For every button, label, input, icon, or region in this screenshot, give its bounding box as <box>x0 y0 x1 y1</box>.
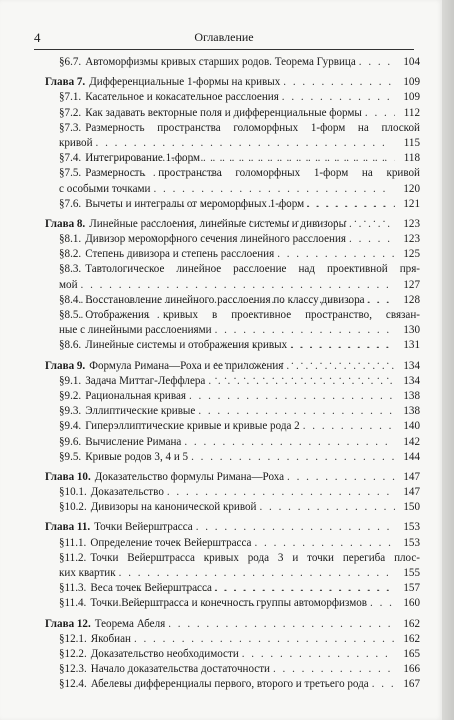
page-ref: 128 <box>403 293 420 306</box>
page-ref: 155 <box>403 567 420 579</box>
page-edge <box>442 0 454 720</box>
page-ref: 140 <box>403 420 420 433</box>
dot-leader <box>215 581 395 596</box>
section-number: §7.4. <box>59 152 82 165</box>
section-number: §11.4. <box>59 597 87 610</box>
dot-leader <box>167 485 395 500</box>
section-number: §10.2. <box>59 501 87 514</box>
toc-section <box>45 677 420 692</box>
chapter-number: Глава 12. <box>45 617 91 630</box>
section-title-line2: кривой <box>59 136 93 149</box>
section-title: Как задавать векторные поля и дифференциальные формы <box>85 106 362 119</box>
section-number: §9.5. <box>59 450 82 463</box>
toc-section <box>45 632 420 647</box>
dot-leader <box>303 419 395 434</box>
section-title-line1 <box>59 551 420 566</box>
section-number: §6.7. <box>59 56 82 68</box>
toc-section <box>45 581 420 596</box>
section-title: Тавтологическое линейное расслоение над проективной пря- <box>85 263 420 276</box>
section-title-line1 <box>59 121 420 136</box>
section-number: §10.1. <box>59 486 87 499</box>
section-number: §8.4. <box>59 293 82 306</box>
section-title: Вычисление Римана <box>85 435 182 448</box>
dot-leader <box>260 500 396 515</box>
toc-section <box>45 662 420 677</box>
toc-section <box>45 419 420 434</box>
page-ref: 131 <box>403 339 420 352</box>
page-ref: 123 <box>403 233 420 246</box>
section-title: Касательное и кокасательное расслоения <box>85 91 279 104</box>
page-ref: 138 <box>403 389 420 402</box>
section-title: Доказательство необходимости <box>90 647 239 660</box>
page-ref: 134 <box>403 359 420 372</box>
section-number: §12.4. <box>59 678 87 691</box>
section-title: Начало доказательства достаточности <box>90 663 270 676</box>
toc-section <box>45 151 420 166</box>
section-title: Кривые родов 3, 4 и 5 <box>85 450 189 463</box>
section-title: Интегрирование 1-форм <box>85 152 200 165</box>
page-title: Оглавление <box>194 30 254 44</box>
toc-section <box>45 500 420 515</box>
toc-chapter <box>45 359 420 374</box>
page-ref: 162 <box>403 617 420 630</box>
chapter-title: Дифференциальные 1-формы на кривых <box>89 76 281 89</box>
page-ref: 142 <box>403 435 420 448</box>
section-title: Автоморфизмы кривых старших родов. Теорема Гурвица <box>85 56 356 68</box>
toc-section <box>45 374 420 389</box>
section-number: §11.1. <box>59 536 87 549</box>
toc-section <box>45 121 420 151</box>
section-number: §7.1. <box>59 91 82 104</box>
toc-section <box>45 596 420 611</box>
toc-section <box>45 308 420 338</box>
toc-section <box>45 232 420 247</box>
dot-leader <box>134 632 395 647</box>
section-title: Гиперэллиптические кривые и кривые рода 2 <box>85 420 300 433</box>
chapter-number: Глава 8. <box>45 217 86 230</box>
toc-section <box>45 435 420 450</box>
toc-section <box>45 166 420 196</box>
toc-section <box>45 536 420 551</box>
toc-section <box>45 293 420 308</box>
dot-leader <box>282 90 395 105</box>
page-ref: 167 <box>403 678 420 691</box>
dot-leader <box>370 596 395 611</box>
dot-leader <box>196 520 395 535</box>
section-title: Якобиан <box>90 632 131 645</box>
dot-leader <box>372 677 395 692</box>
section-number: §8.3. <box>59 263 82 276</box>
chapter-title: Точки Вейерштрасса <box>94 521 193 534</box>
page-number: 4 <box>34 30 41 45</box>
dot-leader <box>307 197 395 212</box>
chapter-title: Формула Римана—Роха и ее приложения <box>89 359 284 372</box>
toc-section <box>45 450 420 465</box>
dot-leader <box>189 389 395 404</box>
section-title: Размерность пространства голоморфных 1-форм на кривой <box>85 167 420 180</box>
section-title: Отображения кривых в проективное пространство, связан- <box>85 309 420 321</box>
toc-section <box>45 389 420 404</box>
page-ref: 130 <box>403 324 420 337</box>
page-ref: 165 <box>403 647 420 660</box>
page-ref: 118 <box>403 152 420 165</box>
dot-leader <box>203 151 395 166</box>
page-ref: 109 <box>403 91 420 104</box>
section-number: §11.2. <box>59 551 87 564</box>
dot-leader <box>368 293 395 308</box>
dot-leader <box>198 404 395 419</box>
section-number: §8.1. <box>59 233 82 246</box>
toc-chapter <box>45 520 420 535</box>
dot-leader <box>277 247 395 262</box>
page-ref: 112 <box>403 106 420 119</box>
section-number: §7.5. <box>59 167 82 180</box>
dot-leader <box>208 374 395 389</box>
dot-leader <box>184 435 395 450</box>
page-ref: 138 <box>403 405 420 418</box>
dot-leader <box>349 232 395 247</box>
section-title: Дивизоры на канонической кривой <box>90 501 257 514</box>
page-ref: 162 <box>403 632 420 645</box>
page-ref: 104 <box>403 56 420 68</box>
section-title-line2: мой <box>59 278 78 291</box>
section-number: §9.3. <box>59 405 82 418</box>
dot-leader <box>349 217 395 232</box>
section-title: Задача Миттаг-Леффлера <box>85 374 206 387</box>
chapter-title: Доказательство формулы Римана—Роха <box>94 470 285 483</box>
chapter-title: Линейные расслоения, линейные системы и дивизоры <box>89 217 347 230</box>
table-of-contents <box>45 55 420 693</box>
chapter-number: Глава 9. <box>45 359 86 372</box>
section-title: Степень дивизора и степень расслоения <box>85 248 275 261</box>
toc-section <box>45 485 420 500</box>
section-title-line1 <box>59 166 420 181</box>
page-ref: 144 <box>403 450 420 463</box>
page-ref: 127 <box>403 278 420 291</box>
section-title: Рациональная кривая <box>85 389 186 402</box>
dot-leader <box>242 647 395 662</box>
section-title: Доказательство <box>90 486 164 499</box>
dot-leader <box>254 536 395 551</box>
section-number: §9.1. <box>59 374 82 387</box>
page-ref: 115 <box>403 136 420 149</box>
section-title: Дивизор мероморфного сечения линейного расслоения <box>85 233 347 246</box>
toc-section <box>45 90 420 105</box>
page-ref: 125 <box>403 248 420 261</box>
section-title: Линейные системы и отображения кривых <box>85 339 288 352</box>
toc-section <box>45 551 420 581</box>
toc-section <box>45 197 420 212</box>
running-header <box>34 30 414 46</box>
toc-section <box>45 262 420 292</box>
section-number: §7.3. <box>59 121 82 134</box>
section-title: Вычеты и интегралы от мероморфных 1-форм <box>85 197 305 210</box>
chapter-number: Глава 11. <box>45 521 91 534</box>
page-ref: 166 <box>403 663 420 676</box>
chapter-title: Теорема Абеля <box>94 617 166 630</box>
section-number: §7.2. <box>59 106 82 119</box>
toc-section <box>45 55 420 70</box>
section-title-line2: ких квартик <box>59 567 116 579</box>
section-title-line2: с особыми точками <box>59 182 151 195</box>
toc-section <box>45 106 420 121</box>
section-title: Точки Вейерштрасса кривых рода 3 и точки перегиба плос- <box>90 551 420 564</box>
section-number: §12.3. <box>59 663 87 676</box>
dot-leader <box>365 106 395 121</box>
chapter-number: Глава 7. <box>45 76 86 89</box>
dot-leader <box>191 450 395 465</box>
section-number: §9.4. <box>59 420 82 433</box>
section-title-line1 <box>59 262 420 277</box>
page-ref: 157 <box>403 582 420 595</box>
page-ref: 147 <box>403 470 420 483</box>
dot-leader <box>290 338 395 353</box>
section-number: §8.5. <box>59 309 82 321</box>
page-ref: 160 <box>403 597 420 610</box>
dot-leader <box>273 662 395 677</box>
section-title: Размерность пространства голоморфных 1-форм на плоской <box>85 121 420 134</box>
page-ref: 153 <box>403 521 420 534</box>
page-ref: 109 <box>403 76 420 89</box>
section-number: §11.3. <box>59 582 87 595</box>
section-number: §9.6. <box>59 435 82 448</box>
dot-leader <box>287 470 395 485</box>
toc-section <box>45 338 420 353</box>
section-title: Определение точек Вейерштрасса <box>90 536 252 549</box>
toc-chapter <box>45 470 420 485</box>
section-title: Абелевы дифференциалы первого, второго и третьего рода <box>90 678 369 691</box>
section-title: Веса точек Вейерштрасса <box>90 582 212 595</box>
dot-leader <box>286 359 395 374</box>
toc-chapter <box>45 217 420 232</box>
page-ref: 134 <box>403 374 420 387</box>
section-title: Эллиптические кривые <box>85 405 196 418</box>
section-title-line1 <box>59 308 420 323</box>
dot-leader <box>283 75 395 90</box>
dot-leader <box>168 617 395 632</box>
toc-section <box>45 247 420 262</box>
section-number: §9.2. <box>59 389 82 402</box>
page-ref: 153 <box>403 536 420 549</box>
toc-chapter <box>45 617 420 632</box>
section-number: §8.2. <box>59 248 82 261</box>
section-number: §12.2. <box>59 647 87 660</box>
dot-leader <box>359 55 395 70</box>
toc-section <box>45 404 420 419</box>
toc-chapter <box>45 75 420 90</box>
section-title: Точки Вейерштрасса и конечность группы автоморфизмов <box>90 597 368 610</box>
section-number: §7.6. <box>59 197 82 210</box>
page-ref: 123 <box>403 217 420 230</box>
page-ref: 147 <box>403 486 420 499</box>
page-ref: 150 <box>403 501 420 514</box>
section-title-line2: ные с линейными расслоениями <box>59 324 212 337</box>
header-rule <box>34 49 414 50</box>
section-number: §8.6. <box>59 339 82 352</box>
chapter-number: Глава 10. <box>45 470 91 483</box>
page-ref: 120 <box>403 182 420 195</box>
section-number: §12.1. <box>59 632 87 645</box>
section-title: Восстановление линейного расслоения по классу дивизора <box>85 293 365 306</box>
page-ref: 121 <box>403 197 420 210</box>
toc-section <box>45 647 420 662</box>
